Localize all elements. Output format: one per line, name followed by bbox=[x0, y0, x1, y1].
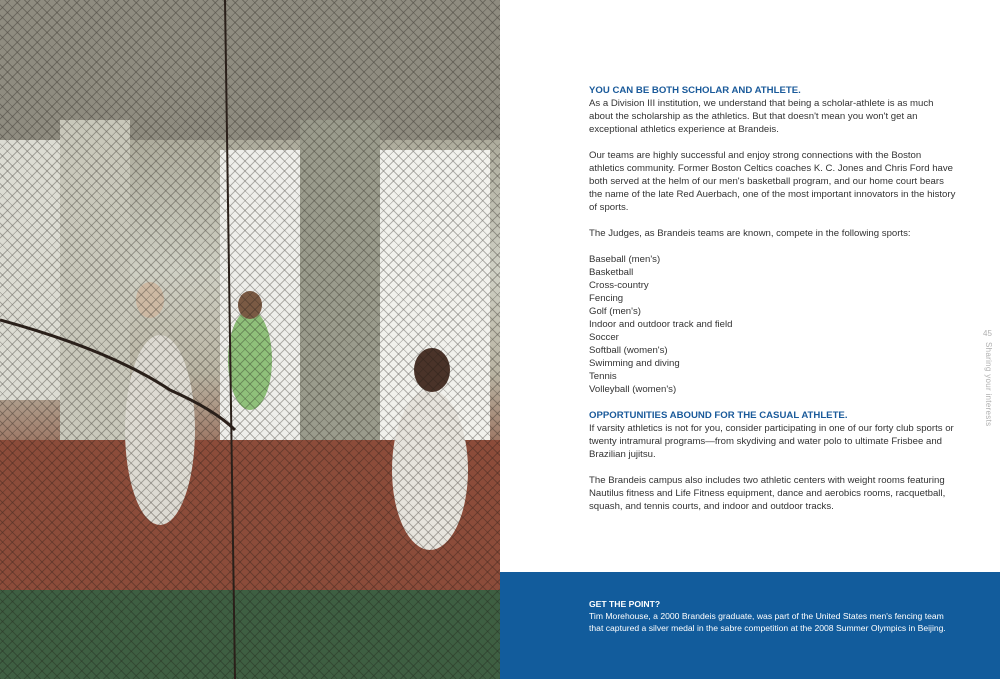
sport-item: Tennis bbox=[589, 371, 617, 382]
footer-heading: GET THE POINT? bbox=[589, 599, 661, 609]
sport-item: Soccer bbox=[589, 332, 619, 343]
sport-item: Baseball (men's) bbox=[589, 254, 661, 265]
paragraph: The Brandeis campus also includes two athletic centers with weight rooms featuring Nautilus fitness and Life Fitness equipment, dance and aerobics rooms, racquetball, squash, and tennis courts, and indoor and outdoor tracks. bbox=[589, 475, 946, 512]
paragraph: The Judges, as Brandeis teams are known, compete in the following sports: bbox=[589, 228, 911, 239]
sport-item: Fencing bbox=[589, 293, 624, 304]
paragraph: If varsity athletics is not for you, consider participating in one of our forty club sports or twenty intramural programs—from skydiving and water polo to ultimate Frisbee and Brazilian jujitsu. bbox=[589, 423, 954, 460]
page-number: 45 bbox=[983, 329, 992, 338]
sport-item: Volleyball (women's) bbox=[589, 384, 677, 395]
article-content bbox=[589, 84, 959, 526]
paragraph: As a Division III institution, we understand that being a scholar-athlete is as much about the scholarship as the athletics. But that doesn't mean you won't get an exceptional athletics experience at Brandeis. bbox=[589, 98, 934, 135]
section-side-label: Sharing your interests bbox=[984, 342, 993, 427]
section-heading-casual-athlete: OPPORTUNITIES ABOUND FOR THE CASUAL ATHLETE. bbox=[589, 410, 848, 421]
footer-body: Tim Morehouse, a 2000 Brandeis graduate, was part of the United States men's fencing team that captured a silver medal in the sabre competition at the 2008 Summer Olympics in Beijing. bbox=[589, 611, 946, 633]
footer-callout-text bbox=[589, 598, 959, 634]
section-heading-scholar-athlete: YOU CAN BE BOTH SCHOLAR AND ATHLETE. bbox=[589, 85, 801, 96]
paragraph: Our teams are highly successful and enjoy strong connections with the Boston athletics community. Former Boston Celtics coaches K. C. Jones and Chris Ford have both served at the helm of our men's basketball program, and our home court bears the name of the late Red Auerbach, one of the most important innovators in the history of sports. bbox=[589, 150, 956, 213]
sport-item: Golf (men's) bbox=[589, 306, 641, 317]
sport-item: Indoor and outdoor track and field bbox=[589, 319, 733, 330]
sport-item: Basketball bbox=[589, 267, 634, 278]
sport-item: Softball (women's) bbox=[589, 345, 668, 356]
sports-list bbox=[589, 253, 959, 396]
sport-item: Cross-country bbox=[589, 280, 649, 291]
sport-item: Swimming and diving bbox=[589, 358, 680, 369]
footer-callout bbox=[500, 572, 1000, 679]
